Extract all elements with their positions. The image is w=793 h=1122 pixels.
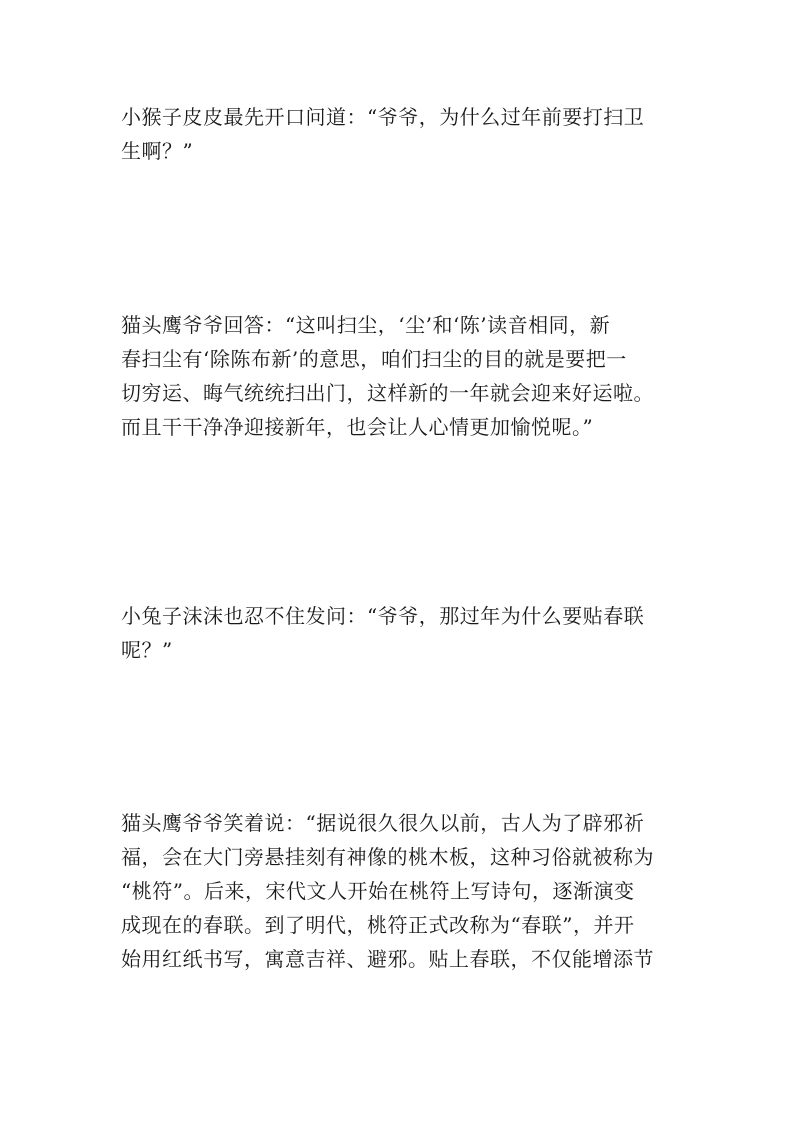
text-line: 切穷运、晦气统统扫出门，这样新的一年就会迎来好运啦。 xyxy=(121,381,654,405)
text-line: 小猴子皮皮最先开口问道：“爷爷，为什么过年前要打扫卫 xyxy=(121,105,645,129)
paragraph-owl-answer-cleaning xyxy=(121,308,677,444)
text-line: 福，会在大门旁悬挂刻有神像的桃木板，这种习俗就被称为 xyxy=(121,845,654,869)
text-line: 生啊？” xyxy=(121,139,194,163)
text-line: “桃符”。后来，宋代文人开始在桃符上写诗句，逐渐演变 xyxy=(121,879,635,903)
paragraph-rabbit-question xyxy=(121,599,677,667)
text-line: 始用红纸书写，寓意吉祥、避邪。贴上春联，不仅能增添节 xyxy=(121,947,654,971)
text-line: 猫头鹰爷爷回答：“这叫扫尘，‘尘’和‘陈’读音相同，新 xyxy=(121,313,611,337)
text-line: 成现在的春联。到了明代，桃符正式改称为“春联”，并开 xyxy=(121,913,635,937)
paragraph-monkey-question xyxy=(121,100,677,168)
text-line: 而且干干净净迎接新年，也会让人心情更加愉悦呢。” xyxy=(121,415,594,439)
text-line: 春扫尘有‘除陈布新’的意思，咱们扫尘的目的就是要把一 xyxy=(121,347,627,371)
paragraph-owl-answer-couplets xyxy=(121,806,677,976)
text-line: 小兔子沫沫也忍不住发问：“爷爷，那过年为什么要贴春联 xyxy=(121,604,645,628)
text-line: 呢？” xyxy=(121,638,173,662)
text-line: 猫头鹰爷爷笑着说：“据说很久很久以前，古人为了辟邪祈 xyxy=(121,811,645,835)
